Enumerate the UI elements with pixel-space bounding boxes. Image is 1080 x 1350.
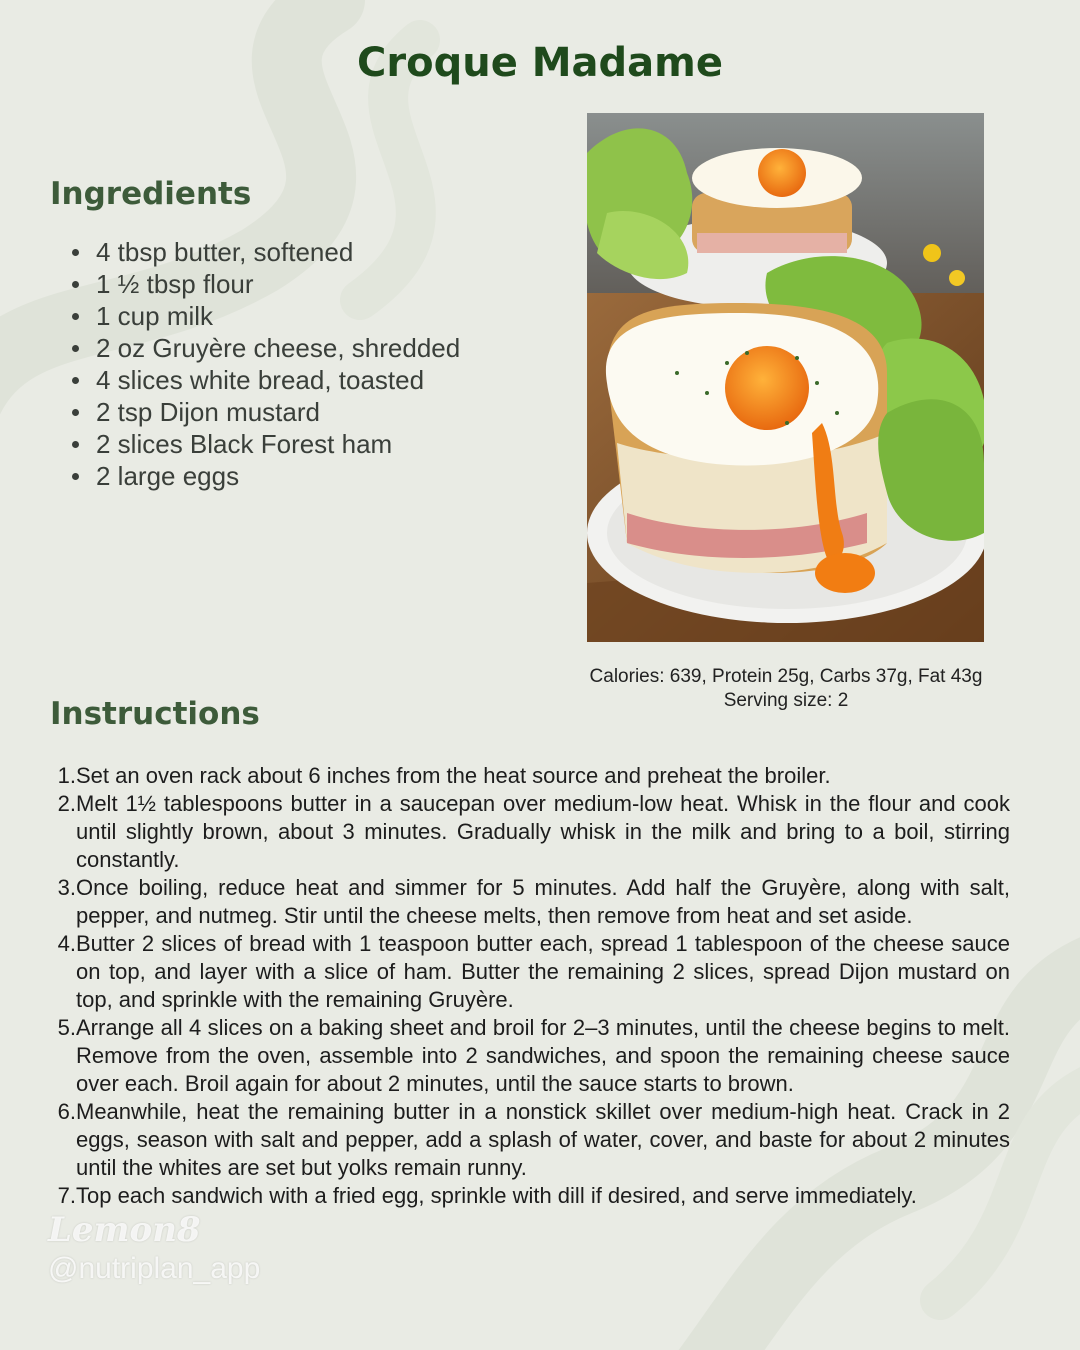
step-text: Melt 1½ tablespoons butter in a saucepan over medium-low heat. Whisk in the flour and cook until slightly brown, about 3 minutes. Gradually whisk in the milk and bring to a boil, stirring constantly. bbox=[76, 791, 1010, 872]
ingredient-item: 2 tsp Dijon mustard bbox=[96, 396, 596, 428]
nutrition-macros: Calories: 639, Protein 25g, Carbs 37g, Fat 43g bbox=[589, 666, 983, 687]
ingredient-item: 1 cup milk bbox=[96, 300, 596, 332]
instruction-step bbox=[50, 930, 1010, 1014]
step-number: 1. bbox=[57, 763, 76, 788]
instructions-heading: Instructions bbox=[50, 696, 260, 732]
dish-photo bbox=[587, 113, 984, 642]
ingredient-item: 1 ½ tbsp flour bbox=[96, 268, 596, 300]
ingredient-item: 2 large eggs bbox=[96, 460, 596, 492]
instruction-step bbox=[50, 1098, 1010, 1182]
ingredient-item: 2 oz Gruyère cheese, shredded bbox=[96, 332, 596, 364]
nutrition-info bbox=[560, 665, 1012, 713]
watermark bbox=[48, 1210, 260, 1286]
ingredient-item: 2 slices Black Forest ham bbox=[96, 428, 596, 460]
ingredient-item: 4 tbsp butter, softened bbox=[96, 236, 596, 268]
ingredients-heading: Ingredients bbox=[50, 176, 252, 212]
watermark-handle: @nutriplan_app bbox=[48, 1252, 261, 1285]
step-number: 3. bbox=[57, 875, 76, 900]
instructions-list bbox=[50, 762, 1010, 1210]
instruction-step bbox=[50, 874, 1010, 930]
recipe-title: Croque Madame bbox=[357, 40, 723, 86]
ingredient-item: 4 slices white bread, toasted bbox=[96, 364, 596, 396]
step-text: Butter 2 slices of bread with 1 teaspoon butter each, spread 1 tablespoon of the cheese sauce on top, and layer with a slice of ham. Butter the remaining 2 slices, spread Dijon mustard on top, and sprinkle with the remaining Gruyère. bbox=[76, 931, 1010, 1012]
instruction-step bbox=[50, 1182, 1010, 1210]
step-number: 7. bbox=[57, 1183, 76, 1208]
step-number: 5. bbox=[57, 1015, 76, 1040]
instruction-step bbox=[50, 762, 1010, 790]
croque-madame-illustration bbox=[587, 113, 984, 642]
ingredients-list bbox=[50, 236, 596, 492]
serving-size: Serving size: 2 bbox=[723, 690, 849, 711]
watermark-brand: Lemon8 bbox=[48, 1210, 201, 1250]
instruction-step bbox=[50, 1014, 1010, 1098]
step-text: Arrange all 4 slices on a baking sheet and broil for 2–3 minutes, until the cheese begins to melt. Remove from the oven, assemble into 2 sandwiches, and spoon the remaining cheese sauce over each. Broil again for about 2 minutes, until the sauce starts to brown. bbox=[76, 1015, 1010, 1096]
step-number: 6. bbox=[57, 1099, 76, 1124]
instruction-step bbox=[50, 790, 1010, 874]
step-text: Meanwhile, heat the remaining butter in a nonstick skillet over medium-high heat. Crack in 2 eggs, season with salt and pepper, add a splash of water, cover, and baste for about 2 minutes until the whites are set but yolks remain runny. bbox=[76, 1099, 1010, 1180]
step-text: Once boiling, reduce heat and simmer for 5 minutes. Add half the Gruyère, along with salt, pepper, and nutmeg. Stir until the cheese melts, then remove from heat and set aside. bbox=[76, 875, 1010, 928]
step-text: Set an oven rack about 6 inches from the heat source and preheat the broiler. bbox=[76, 763, 831, 788]
step-number: 4. bbox=[57, 931, 76, 956]
step-text: Top each sandwich with a fried egg, sprinkle with dill if desired, and serve immediately. bbox=[76, 1183, 917, 1208]
step-number: 2. bbox=[57, 791, 76, 816]
